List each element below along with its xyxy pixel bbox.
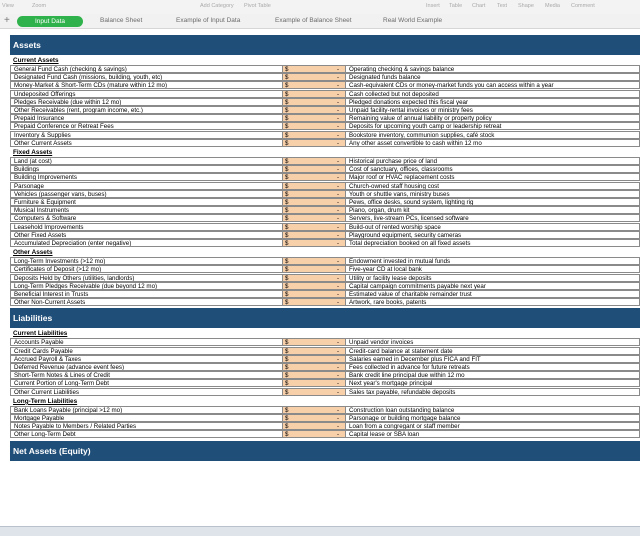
amount-value: - (336, 174, 339, 182)
amount-input-cell[interactable] (282, 157, 346, 165)
line-item-label-cell[interactable]: Other Current Assets (10, 139, 282, 147)
line-item-label-cell[interactable]: Credit Cards Payable (10, 347, 282, 355)
amount-input-cell[interactable] (282, 231, 346, 239)
tab-balance-sheet[interactable]: Balance Sheet (100, 17, 143, 24)
currency-symbol: $ (285, 182, 289, 190)
description-cell[interactable]: Estimated value of charitable remainder trust (346, 290, 640, 298)
table-row (10, 298, 640, 306)
amount-value: - (336, 74, 339, 82)
description-cell[interactable]: Pews, office desks, sound system, lighting rig (346, 198, 640, 206)
amount-value: - (336, 115, 339, 123)
line-item-label-cell[interactable]: Short-Term Notes & Lines of Credit (10, 371, 282, 379)
amount-value: - (336, 215, 339, 223)
amount-value: - (336, 258, 339, 266)
amount-value: - (336, 166, 339, 174)
table-row (10, 90, 640, 98)
table-row (10, 422, 640, 430)
amount-input-cell[interactable] (282, 290, 346, 298)
description-cell[interactable]: Total depreciation booked on all fixed assets (346, 239, 640, 247)
line-item-label-cell[interactable]: Current Portion of Long-Term Debt (10, 379, 282, 387)
amount-input-cell[interactable] (282, 223, 346, 231)
amount-input-cell[interactable] (282, 347, 346, 355)
amount-value: - (336, 182, 339, 190)
description-cell[interactable]: Loan from a congregant or staff member (346, 422, 640, 430)
tab-real-world-example[interactable]: Real World Example (383, 17, 443, 24)
table-row (10, 65, 640, 73)
amount-value: - (336, 231, 339, 239)
table-row (10, 290, 640, 298)
currency-symbol: $ (285, 347, 289, 355)
table-row (10, 355, 640, 363)
currency-symbol: $ (285, 190, 289, 198)
line-item-label-cell[interactable]: Parsonage (10, 182, 282, 190)
amount-input-cell[interactable] (282, 274, 346, 282)
table-row (10, 214, 640, 222)
amount-value: - (336, 158, 339, 165)
amount-input-cell[interactable] (282, 190, 346, 198)
line-item-label-cell[interactable]: Prepaid Conference or Retreat Fees (10, 122, 282, 130)
amount-input-cell[interactable] (282, 298, 346, 306)
line-item-label-cell[interactable]: Pledges Receivable (due within 12 mo) (10, 98, 282, 106)
amount-input-cell[interactable] (282, 422, 346, 430)
amount-input-cell[interactable] (282, 206, 346, 214)
description-cell[interactable]: Deposits for upcoming youth camp or leadership retreat (346, 122, 640, 130)
description-cell[interactable]: Remaining value of annual liability or property policy (346, 114, 640, 122)
tab-example-of-input-data[interactable]: Example of Input Data (176, 17, 241, 24)
subsection-header: Fixed Assets (13, 149, 53, 156)
amount-value: - (336, 282, 339, 290)
amount-value: - (336, 223, 339, 231)
table-row (10, 198, 640, 206)
currency-symbol: $ (285, 240, 289, 247)
amount-input-cell[interactable] (282, 355, 346, 363)
line-item-label-cell[interactable]: Deposits Held by Others (utilities, landlords) (10, 274, 282, 282)
line-item-label-cell[interactable]: Other Fixed Assets (10, 231, 282, 239)
table-row (10, 114, 640, 122)
currency-symbol: $ (285, 158, 289, 165)
add-sheet-icon[interactable]: + (4, 15, 10, 26)
currency-symbol: $ (285, 90, 289, 98)
table-row (10, 282, 640, 290)
tab-example-of-balance-sheet[interactable]: Example of Balance Sheet (275, 17, 352, 24)
amount-input-cell[interactable] (282, 282, 346, 290)
table-row (10, 338, 640, 346)
section-header: Assets (10, 35, 640, 55)
amount-input-cell[interactable] (282, 73, 346, 81)
table-row (10, 157, 640, 165)
currency-symbol: $ (285, 82, 289, 90)
table-row (10, 206, 640, 214)
table-row (10, 122, 640, 130)
toolbar-pivot-table-button[interactable]: Pivot Table (244, 3, 271, 9)
table-row (10, 190, 640, 198)
table-row (10, 81, 640, 89)
toolbar-table-button[interactable]: Table (449, 3, 463, 9)
amount-value: - (336, 347, 339, 355)
description-cell[interactable]: Cash collected but not deposited (346, 90, 640, 98)
currency-symbol: $ (285, 406, 289, 414)
amount-value: - (336, 139, 339, 147)
amount-input-cell[interactable] (282, 406, 346, 414)
table-row (10, 165, 640, 173)
section-header: Liabilities (10, 308, 640, 328)
amount-value: - (336, 372, 339, 380)
amount-value: - (336, 274, 339, 282)
currency-symbol: $ (285, 115, 289, 123)
amount-input-cell[interactable] (282, 214, 346, 222)
description-cell[interactable]: Capital campaign commitments payable next year (346, 282, 640, 290)
description-cell[interactable]: Parsonage or building mortgage balance (346, 414, 640, 422)
currency-symbol: $ (285, 355, 289, 363)
line-item-label-cell[interactable]: Accounts Payable (10, 338, 282, 346)
line-item-label-cell[interactable]: Mortgage Payable (10, 414, 282, 422)
currency-symbol: $ (285, 299, 289, 307)
amount-value: - (336, 431, 339, 439)
amount-input-cell[interactable] (282, 371, 346, 379)
table-row (10, 274, 640, 282)
description-cell[interactable]: Fees collected in advance for future retreats (346, 363, 640, 371)
amount-input-cell[interactable] (282, 65, 346, 73)
line-item-label-cell[interactable]: Notes Payable to Members / Related Parties (10, 422, 282, 430)
line-item-label-cell[interactable]: Building Improvements (10, 173, 282, 181)
currency-symbol: $ (285, 215, 289, 223)
line-item-label-cell[interactable]: Musical Instruments (10, 206, 282, 214)
amount-value: - (336, 388, 339, 396)
amount-input-cell[interactable] (282, 388, 346, 396)
table-row (10, 239, 640, 247)
amount-value: - (336, 423, 339, 431)
table-row (10, 73, 640, 81)
amount-input-cell[interactable] (282, 114, 346, 122)
amount-value: - (336, 190, 339, 198)
amount-value: - (336, 240, 339, 247)
currency-symbol: $ (285, 282, 289, 290)
description-cell[interactable]: Bookstore inventory, communion supplies, café stock (346, 131, 640, 139)
description-cell[interactable]: Bank credit line principal due within 12 mo (346, 371, 640, 379)
line-item-label-cell[interactable]: Other Non-Current Assets (10, 298, 282, 306)
currency-symbol: $ (285, 431, 289, 439)
amount-value: - (336, 266, 339, 274)
subsection-header: Current Liabilities (13, 330, 68, 338)
currency-symbol: $ (285, 98, 289, 106)
amount-value: - (336, 90, 339, 98)
spreadsheet-table (10, 30, 640, 536)
table-row (10, 430, 640, 438)
amount-input-cell[interactable] (282, 379, 346, 387)
description-cell[interactable]: Operating checking & savings balance (346, 65, 640, 73)
table-row (10, 388, 640, 396)
amount-input-cell[interactable] (282, 257, 346, 265)
toolbar-media-button[interactable]: Media (545, 3, 560, 9)
currency-symbol: $ (285, 139, 289, 147)
table-row (10, 182, 640, 190)
amount-value: - (336, 82, 339, 90)
currency-symbol: $ (285, 364, 289, 371)
amount-value: - (336, 364, 339, 371)
currency-symbol: $ (285, 74, 289, 82)
line-item-label-cell[interactable]: Inventory & Supplies (10, 131, 282, 139)
table-row (10, 231, 640, 239)
currency-symbol: $ (285, 423, 289, 431)
amount-value: - (336, 380, 339, 388)
description-cell[interactable]: Unpaid facility-rental invoices or ministry fees (346, 106, 640, 114)
amount-value: - (336, 406, 339, 414)
line-item-label-cell[interactable]: Beneficial Interest in Trusts (10, 290, 282, 298)
currency-symbol: $ (285, 174, 289, 182)
line-item-label-cell[interactable]: Buildings (10, 165, 282, 173)
amount-value: - (336, 339, 339, 347)
amount-input-cell[interactable] (282, 165, 346, 173)
table-row (10, 379, 640, 387)
line-item-label-cell[interactable]: Land (at cost) (10, 157, 282, 165)
subsection-header: Other Assets (13, 249, 53, 257)
line-item-label-cell[interactable]: Money-Market & Short-Term CDs (mature within 12 mo) (10, 81, 282, 89)
amount-input-cell[interactable] (282, 81, 346, 89)
toolbar-shape-button[interactable]: Shape (518, 3, 534, 9)
amount-input-cell[interactable] (282, 363, 346, 371)
toolbar-text-button[interactable]: Text (497, 3, 508, 9)
amount-input-cell[interactable] (282, 173, 346, 181)
table-row (10, 98, 640, 106)
currency-symbol: $ (285, 131, 289, 139)
toolbar-comment-button[interactable]: Comment (571, 3, 595, 9)
currency-symbol: $ (285, 274, 289, 282)
currency-symbol: $ (285, 223, 289, 231)
description-cell[interactable]: Cash-equivalent CDs or money-market funds you can access within a year (346, 81, 640, 89)
currency-symbol: $ (285, 166, 289, 174)
table-row (10, 139, 640, 147)
amount-value: - (336, 131, 339, 139)
table-row (10, 265, 640, 273)
line-item-label-cell[interactable]: Other Current Liabilities (10, 388, 282, 396)
table-row (10, 371, 640, 379)
subsection-header: Current Assets (13, 57, 59, 64)
description-cell[interactable]: Construction loan outstanding balance (346, 406, 640, 414)
description-cell[interactable]: Youth or shuttle vans, ministry buses (346, 190, 640, 198)
amount-value: - (336, 207, 339, 215)
table-row (10, 131, 640, 139)
amount-value: - (336, 98, 339, 106)
section-header: Net Assets (Equity) (10, 441, 640, 461)
currency-symbol: $ (285, 372, 289, 380)
description-cell[interactable]: Piano, organ, drum kit (346, 206, 640, 214)
amount-input-cell[interactable] (282, 122, 346, 130)
amount-input-cell[interactable] (282, 131, 346, 139)
description-cell[interactable]: Major roof or HVAC replacement costs (346, 173, 640, 181)
amount-value: - (336, 123, 339, 131)
currency-symbol: $ (285, 388, 289, 396)
currency-symbol: $ (285, 207, 289, 215)
description-cell[interactable]: Servers, live-stream PCs, licensed software (346, 214, 640, 222)
description-cell[interactable]: Church-owned staff housing cost (346, 182, 640, 190)
subsection-header: Long-Term Liabilities (13, 397, 78, 405)
line-item-label-cell[interactable]: Leasehold Improvements (10, 223, 282, 231)
amount-value: - (336, 199, 339, 206)
line-item-label-cell[interactable]: Furniture & Equipment (10, 198, 282, 206)
tab-input-data[interactable]: Input Data (17, 16, 83, 27)
line-item-label-cell[interactable]: Accumulated Depreciation (enter negative) (10, 239, 282, 247)
line-item-label-cell[interactable]: Bank Loans Payable (principal >12 mo) (10, 406, 282, 414)
line-item-label-cell[interactable]: Prepaid Insurance (10, 114, 282, 122)
amount-value: - (336, 66, 339, 73)
line-item-label-cell[interactable]: Deferred Revenue (advance event fees) (10, 363, 282, 371)
currency-symbol: $ (285, 339, 289, 347)
amount-value: - (336, 299, 339, 307)
currency-symbol: $ (285, 107, 289, 114)
currency-symbol: $ (285, 380, 289, 388)
line-item-label-cell[interactable]: Long-Term Pledges Receivable (due beyond 12 mo) (10, 282, 282, 290)
description-cell[interactable]: Five-year CD at local bank (346, 265, 640, 273)
amount-input-cell[interactable] (282, 106, 346, 114)
currency-symbol: $ (285, 199, 289, 206)
line-item-label-cell[interactable]: Accrued Payroll & Taxes (10, 355, 282, 363)
table-row (10, 414, 640, 422)
amount-input-cell[interactable] (282, 265, 346, 273)
description-cell[interactable]: Build-out of rented worship space (346, 223, 640, 231)
table-row (10, 223, 640, 231)
amount-input-cell[interactable] (282, 338, 346, 346)
description-cell[interactable]: Utility or facility lease deposits (346, 274, 640, 282)
description-cell[interactable]: Unpaid vendor invoices (346, 338, 640, 346)
amount-value: - (336, 415, 339, 422)
table-row (10, 347, 640, 355)
table-row (10, 173, 640, 181)
amount-value: - (336, 355, 339, 363)
amount-value: - (336, 107, 339, 114)
toolbar-view-button[interactable]: View (2, 3, 14, 9)
description-cell[interactable]: Historical purchase price of land (346, 157, 640, 165)
table-row (10, 363, 640, 371)
amount-input-cell[interactable] (282, 98, 346, 106)
amount-input-cell[interactable] (282, 414, 346, 422)
amount-input-cell[interactable] (282, 239, 346, 247)
description-cell[interactable]: Cost of sanctuary, offices, classrooms (346, 165, 640, 173)
currency-symbol: $ (285, 231, 289, 239)
line-item-label-cell[interactable]: Designated Fund Cash (missions, building, youth, etc) (10, 73, 282, 81)
currency-symbol: $ (285, 415, 289, 422)
amount-input-cell[interactable] (282, 198, 346, 206)
sheet-tab-bar (0, 14, 640, 29)
currency-symbol: $ (285, 291, 289, 298)
currency-symbol: $ (285, 123, 289, 131)
amount-input-cell[interactable] (282, 182, 346, 190)
line-item-label-cell[interactable]: Other Long-Term Debt (10, 430, 282, 438)
line-item-label-cell[interactable]: Other Receivables (rent, program income, etc.) (10, 106, 282, 114)
toolbar-insert-button[interactable]: Insert (426, 3, 440, 9)
currency-symbol: $ (285, 266, 289, 274)
description-cell[interactable]: Designated funds balance (346, 73, 640, 81)
toolbar-add-category-button[interactable]: Add Category (200, 3, 234, 9)
description-cell[interactable]: Credit-card balance at statement date (346, 347, 640, 355)
line-item-label-cell[interactable]: Undeposited Offerings (10, 90, 282, 98)
currency-symbol: $ (285, 258, 289, 266)
line-item-label-cell[interactable]: Computers & Software (10, 214, 282, 222)
description-cell[interactable]: Salaries earned in December plus FICA and FIT (346, 355, 640, 363)
window-bottom-bar (0, 526, 640, 536)
table-row (10, 406, 640, 414)
description-cell[interactable]: Playground equipment, security cameras (346, 231, 640, 239)
toolbar-zoom-button[interactable]: Zoom (32, 3, 47, 9)
amount-input-cell[interactable] (282, 430, 346, 438)
toolbar-chart-button[interactable]: Chart (472, 3, 486, 9)
amount-value: - (336, 291, 339, 298)
description-cell[interactable]: Sales tax payable, refundable deposits (346, 388, 640, 396)
description-cell[interactable]: Capital lease or SBA loan (346, 430, 640, 438)
description-cell[interactable]: Any other asset convertible to cash within 12 mo (346, 139, 640, 147)
table-row (10, 106, 640, 114)
line-item-label-cell[interactable]: Certificates of Deposit (>12 mo) (10, 265, 282, 273)
line-item-label-cell[interactable]: Vehicles (passenger vans, buses) (10, 190, 282, 198)
amount-input-cell[interactable] (282, 90, 346, 98)
currency-symbol: $ (285, 66, 289, 73)
table-row (10, 257, 640, 265)
toolbar (0, 0, 640, 14)
description-cell[interactable]: Endowment invested in mutual funds (346, 257, 640, 265)
line-item-label-cell[interactable]: General Fund Cash (checking & savings) (10, 65, 282, 73)
line-item-label-cell[interactable]: Long-Term Investments (>12 mo) (10, 257, 282, 265)
description-cell[interactable]: Artwork, rare books, patents (346, 298, 640, 306)
description-cell[interactable]: Next year's mortgage principal (346, 379, 640, 387)
amount-input-cell[interactable] (282, 139, 346, 147)
description-cell[interactable]: Pledged donations expected this fiscal year (346, 98, 640, 106)
